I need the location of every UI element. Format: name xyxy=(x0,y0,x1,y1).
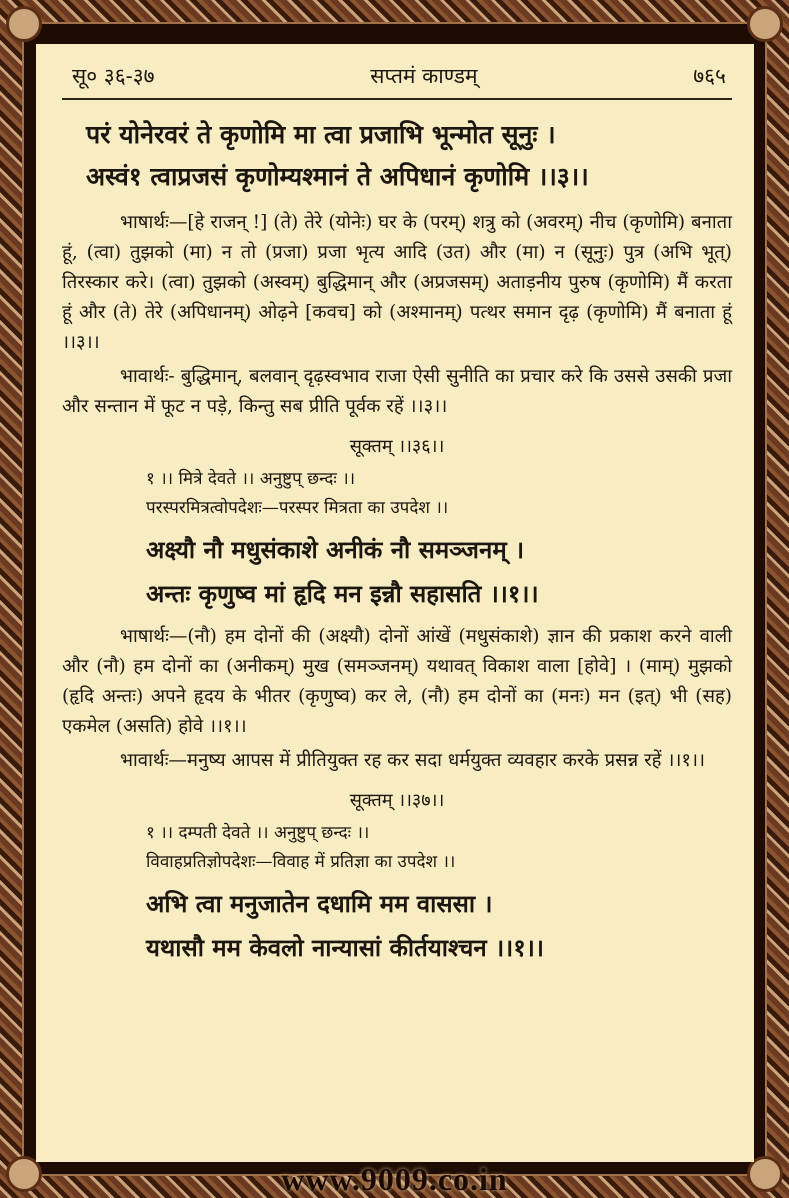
page-header xyxy=(62,58,732,100)
sukta-36-title: सूक्तम् ।।३६।। xyxy=(349,436,445,457)
sukta-36-deity: १ ।। मित्रे देवते ।। अनुष्टुप् छन्दः ।। xyxy=(146,469,356,489)
corner-ornament xyxy=(6,6,42,42)
sukta-37-title: सूक्तम् ।।३७।। xyxy=(349,790,445,811)
bhashartha-3: भाषार्थः—[हे राजन् !] (ते) तेरे (योनेः) घर के (परम्) शत्रु को (अवरम्) नीच (कृणोमि) बनाता हूं, (त्वा) तुझको (मा) न तो (प्रजा) प्रजा भृत्य आदि (उत) और (मा) न (सूनुः) पुत्र (अभि भूत्) तिरस्कार करे। (त्वा) तुझको (अस्वम्) बुद्धिमान् और (अप्रजसम्) अताड़नीय पुरुष (कृणोमि) मैं करता हूं और (ते) तेरे (अपिधानम्) ओढ़ने [कवच] को (अश्मानम्) पत्थर समान दृढ़ (कृणोमि) मैं बनाता हूं ।।३।। xyxy=(62,212,732,353)
sukta-36-verse xyxy=(62,528,732,616)
verse-line: अभि त्वा मनुजातेन दधामि मम वाससा । xyxy=(146,889,493,918)
watermark-url: www.9009.co.in xyxy=(281,1161,508,1197)
sukta-37-upadesha: विवाहप्रतिज्ञोपदेशः—विवाह में प्रतिज्ञा का उपदेश ।। xyxy=(146,852,456,872)
sukta-37-deity: १ ।। दम्पती देवते ।। अनुष्टुप् छन्दः ।। xyxy=(146,823,370,843)
book-page xyxy=(36,44,754,1162)
verse-line: परं योनेरवरं ते कृणोमि मा त्वा प्रजाभि भून्मोत सूनुः । xyxy=(86,120,556,149)
corner-ornament xyxy=(747,6,783,42)
page-number: ७६५ xyxy=(693,64,726,88)
verse-line: अक्ष्यौ नौ मधुसंकाशे अनीकं नौ समञ्जनम् । xyxy=(146,535,525,564)
sukta-37-verse xyxy=(62,882,732,970)
kanda-title: सप्तमं काण्डम् xyxy=(370,64,478,88)
verse-line: अन्तः कृणुष्व मां हृदि मन इन्नौ सहासति ।।१।। xyxy=(146,579,539,608)
bhavartha-3: भावार्थः- बुद्धिमान्, बलवान् दृढ़स्वभाव राजा ऐसी सुनीति का प्रचार करे कि उससे उसकी प्रजा और सन्तान में फूट न पड़े, किन्तु सब प्रीति पूर्वक रहें ।।३।। xyxy=(62,366,732,417)
verse-line: अस्वं१ त्वाप्रजसं कृणोम्यश्मानं ते अपिधानं कृणोमि ।।३।। xyxy=(86,162,589,191)
sukta-36-bhavartha: भावार्थः—मनुष्य आपस में प्रीतियुक्त रह कर सदा धर्मयुक्त व्यवहार करके प्रसन्न रहें ।।१।। xyxy=(120,750,706,771)
verse-line: यथासौ मम केवलो नान्यासां कीर्तयाश्चन ।।१।। xyxy=(146,933,544,962)
sutra-range: सू० ३६-३७ xyxy=(72,64,155,88)
sukta-36-upadesha: परस्परमित्रत्वोपदेशः—परस्पर मित्रता का उपदेश ।। xyxy=(146,498,449,518)
verse-3 xyxy=(62,114,732,198)
sukta-36-bhashartha: भाषार्थः—(नौ) हम दोनों की (अक्ष्यौ) दोनों आंखें (मधुसंकाशे) ज्ञान की प्रकाश करने वाली और (नौ) हम दोनों का (अनीकम्) मुख (समञ्जनम्) यथावत् विकाश वाला [होवे] । (माम्) मुझको (हृदि अन्तः) अपने हृदय के भीतर (कृणुष्व) कर ले, (नौ) हम दोनों का (मनः) मन (इत्) भी (सह) एकमेल (असति) होवे ।।१।। xyxy=(62,626,732,737)
